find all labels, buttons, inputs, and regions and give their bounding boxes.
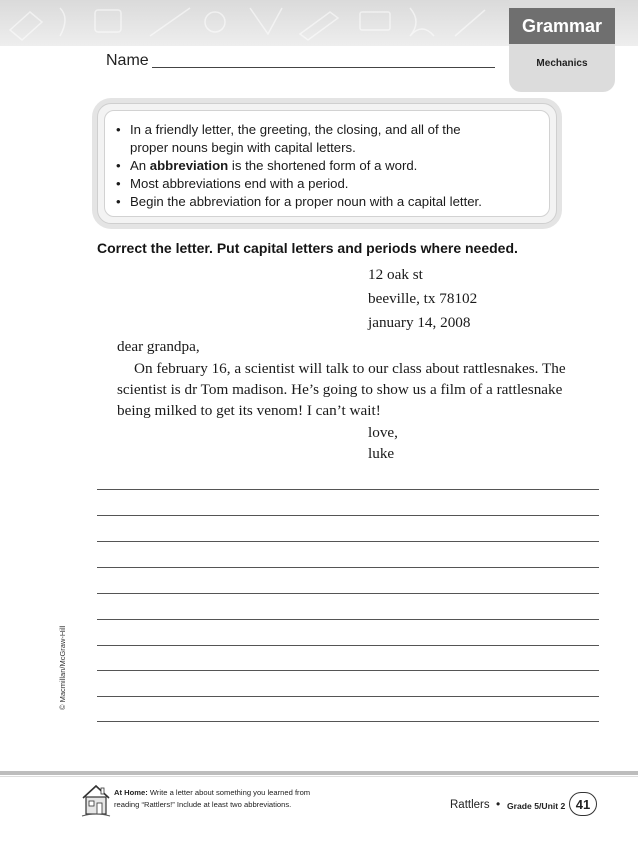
footer-divider [0, 771, 638, 775]
writing-line[interactable] [97, 489, 599, 490]
writing-line[interactable] [97, 619, 599, 620]
writing-line[interactable] [97, 645, 599, 646]
rule-text: In a friendly letter, the greeting, the closing, and all of the [130, 122, 461, 137]
story-title: Rattlers [450, 799, 490, 811]
instructions: Correct the letter. Put capital letters and periods where needed. [97, 240, 518, 256]
rule-item [116, 193, 536, 211]
rule-text: Begin the abbreviation for a proper noun with a capital letter. [130, 194, 482, 209]
copyright-credit: © Macmillan/McGraw-Hill [58, 625, 67, 710]
address-line: 12 oak st [368, 266, 423, 283]
letter-greeting: dear grandpa, [117, 338, 200, 355]
at-home-note [114, 787, 310, 811]
footer-divider-thin [0, 776, 638, 777]
at-home-text: Write a letter about something you learned from [149, 788, 311, 797]
letter-body-line: scientist is dr Tom madison. He’s going to show us a film of a rattlesnake [117, 381, 563, 398]
rule-keyword: abbreviation [149, 158, 229, 173]
writing-line[interactable] [97, 515, 599, 516]
bullet-icon: • [116, 158, 121, 173]
letter-closing: love, [368, 424, 398, 441]
rule-text-continued: proper nouns begin with capital letters. [130, 140, 356, 155]
footer-bullet-icon: • [496, 797, 501, 811]
writing-line[interactable] [97, 670, 599, 671]
at-home-label: At Home: [114, 788, 148, 797]
writing-line[interactable] [97, 567, 599, 568]
bullet-icon: • [116, 122, 121, 137]
grade-unit: Grade 5/Unit 2 [507, 801, 566, 811]
address-line: beeville, tx 78102 [368, 290, 478, 307]
page-number: 41 [569, 792, 597, 816]
writing-line[interactable] [97, 721, 599, 722]
section-tab-title: Grammar [509, 8, 615, 44]
rule-text: is the shortened form of a word. [228, 158, 418, 173]
bullet-icon: • [116, 194, 121, 209]
house-icon [80, 778, 112, 818]
letter-date: january 14, 2008 [368, 314, 471, 331]
rule-item [116, 175, 536, 193]
rule-item [116, 121, 536, 157]
rule-item [116, 157, 536, 175]
school-supplies-doodle-icon [0, 0, 500, 46]
name-label: Name [106, 52, 149, 69]
letter-signature: luke [368, 445, 395, 462]
section-tab-subtitle: Mechanics [536, 58, 588, 69]
rule-text: An [130, 158, 150, 173]
writing-line[interactable] [97, 696, 599, 697]
writing-line[interactable] [97, 593, 599, 594]
writing-line[interactable] [97, 541, 599, 542]
rules-list [116, 121, 536, 211]
rule-text: Most abbreviations end with a period. [130, 176, 349, 191]
letter-body-line: being milked to get its venom! I can’t wait! [117, 402, 381, 419]
at-home-text: reading “Rattlers!” Include at least two abbreviations. [114, 800, 292, 809]
letter-body-line: On february 16, a scientist will talk to our class about rattlesnakes. The [134, 360, 566, 377]
name-input-line[interactable] [152, 67, 495, 68]
bullet-icon: • [116, 176, 121, 191]
